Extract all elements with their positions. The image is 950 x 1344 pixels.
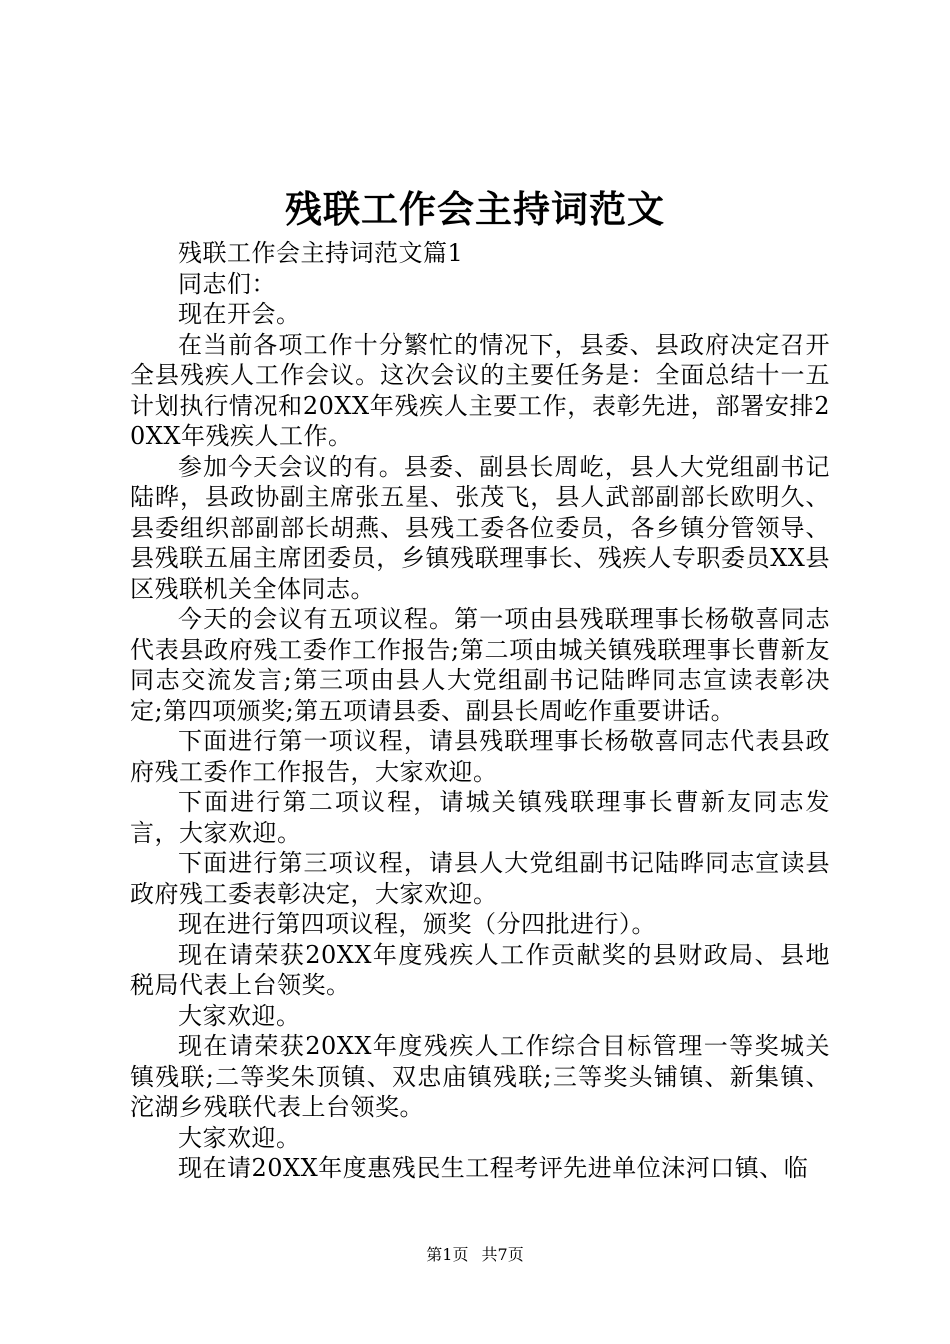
paragraph: 现在请荣获20XX年度残疾人工作综合目标管理一等奖城关镇残联;二等奖朱顶镇、双忠庙镇残联;三等奖头铺镇、新集镇、沱湖乡残联代表上台领奖。 [130, 1032, 830, 1121]
paragraph: 大家欢迎。 [178, 1123, 301, 1152]
paragraph: 现在请20XX年度惠残民生工程考评先进单位沫河口镇、临 [178, 1154, 809, 1182]
paragraph: 残联工作会主持词范文篇1 [178, 239, 464, 267]
paragraph: 现在进行第四项议程，颁奖（分四批进行）。 [178, 910, 656, 938]
page-number: 第1页 [426, 1245, 469, 1264]
paragraph: 下面进行第三项议程，请县人大党组副书记陆晔同志宣读县政府残工委表彰决定，大家欢迎。 [130, 849, 830, 908]
paragraph: 现在请荣获20XX年度残疾人工作贡献奖的县财政局、县地税局代表上台领奖。 [130, 940, 830, 999]
paragraph: 现在开会。 [178, 300, 301, 328]
paragraph: 今天的会议有五项议程。第一项由县残联理事长杨敬喜同志代表县政府残工委作工作报告;第二项由城关镇残联理事长曹新友同志交流发言;第三项由县人大党组副书记陆晔同志宣读表彰决定;第四项颁奖;第五项请县委、副县长周屹作重要讲话。 [130, 605, 830, 725]
paragraph: 同志们： [178, 269, 276, 298]
paragraph: 参加今天会议的有。县委、副县长周屹，县人大党组副书记陆晔，县政协副主席张五星、张茂飞，县人武部副部长欧明久、县委组织部副部长胡燕、县残工委各位委员，各乡镇分管领导、县残联五届主席团委员，乡镇残联理事长、残疾人专职委员XX县区残联机关全体同志。 [130, 452, 830, 603]
document-title: 残联工作会主持词范文 [285, 187, 665, 231]
document-body [130, 238, 830, 1184]
page-total: 共7页 [481, 1245, 524, 1264]
page-footer [0, 1245, 950, 1265]
paragraph: 下面进行第一项议程，请县残联理事长杨敬喜同志代表县政府残工委作工作报告，大家欢迎。 [130, 727, 830, 786]
paragraph: 在当前各项工作十分繁忙的情况下，县委、县政府决定召开全县残疾人工作会议。这次会议的主要任务是：全面总结十一五计划执行情况和20XX年残疾人主要工作，表彰先进，部署安排20XX年残疾人工作。 [130, 330, 830, 450]
paragraph: 大家欢迎。 [178, 1001, 301, 1030]
paragraph: 下面进行第二项议程，请城关镇残联理事长曹新友同志发言，大家欢迎。 [130, 788, 830, 847]
